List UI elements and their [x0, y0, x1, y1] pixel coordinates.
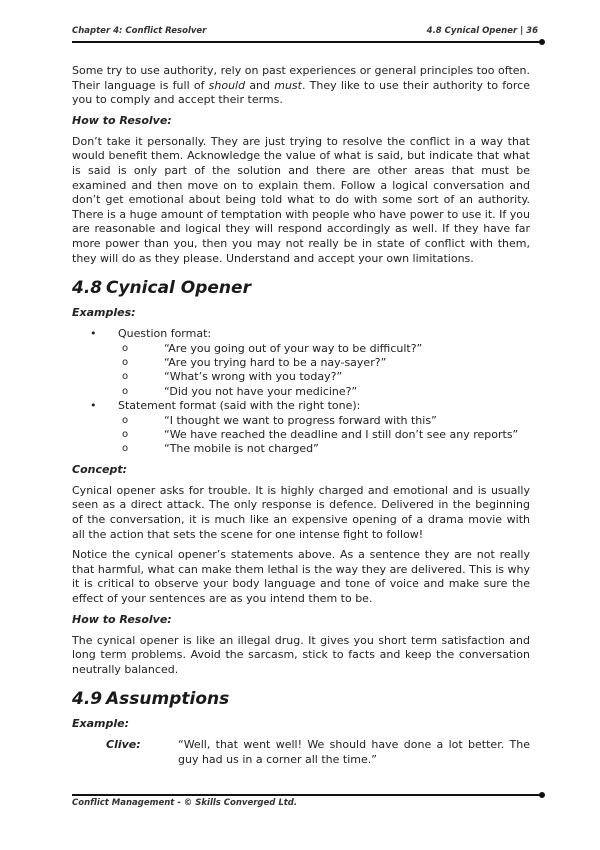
how-to-resolve-heading: How to Resolve: [72, 113, 172, 127]
header-rule [72, 41, 542, 43]
list-item: o “The mobile is not charged” [118, 442, 530, 456]
resolve-paragraph: Don’t take it personally. They are just trying to resolve the conflict in a way that would benefit them. Acknowledge the value of what is said, but indicate that what is said is only part of the solution and there are other areas that must be examined and then move on to explain them. Follow a logical conversation and don’t get emotional about being told what to do with some sort of an authority. There is a huge amount of temptation with people who have power to use it. If you are reasonable and logical they will respond accordingly as well. If they have far more power than you, then you may not really be in state of conflict with them, they will do as they please. Understand and accept your own limitations. [72, 134, 530, 265]
header-rule-dot [539, 39, 545, 45]
list-item: o “We have reached the deadline and I still don’t see any reports” [118, 428, 530, 442]
resolve-paragraph: The cynical opener is like an illegal drug. It gives you short term satisfaction and long term problems. Avoid the sarcasm, stick to facts and keep the conversation neutrally balanced. [72, 633, 530, 676]
list-item: o “Are you trying hard to be a nay-sayer?” [118, 356, 530, 370]
question-list [118, 342, 530, 400]
section-heading-assumptions: 4.9 Assumptions [72, 689, 230, 710]
intro-paragraph: Some try to use authority, rely on past experiences or general principles too often. Their language is full of should and must. They like to use their authority to force you to comply and accept their terms. [72, 64, 530, 107]
list-item: • Statement format (said with the right tone): o “I thought we want to progress forward with this” o “We have reached the deadline and I still don’t see any reports” o “The mobile is not charged” [72, 399, 530, 457]
section-heading-cynical-opener: 4.8 Cynical Opener [72, 278, 251, 299]
list-item: o “Did you not have your medicine?” [118, 385, 530, 399]
how-to-resolve-heading: How to Resolve: [72, 612, 172, 626]
header-chapter: Chapter 4: Conflict Resolver [72, 26, 207, 36]
list-item: o “What’s wrong with you today?” [118, 370, 530, 384]
list-item: o “I thought we want to progress forward with this” [118, 414, 530, 428]
statement-list [118, 414, 530, 457]
page-footer: Conflict Management - © Skills Converged Ltd. [72, 798, 298, 808]
footer-rule [72, 794, 542, 796]
example-heading: Example: [72, 717, 129, 731]
dialogue-quote: “Well, that went well! We should have done a lot better. The guy had us in a corner all the time.” [178, 738, 530, 766]
examples-list [72, 327, 530, 457]
concept-paragraph-1: Cynical opener asks for trouble. It is highly charged and emotional and is usually seen as a direct attack. The only response is defence. Delivered in the beginning of the conversation, it is much like an expensive opening of a drama movie with all the action that sets the scene for one intense fight to follow! [72, 483, 530, 541]
page-content [72, 64, 530, 768]
examples-heading: Examples: [72, 306, 136, 320]
dialogue-row [72, 738, 530, 767]
list-item: • Question format: o “Are you going out of your way to be difficult?” o “Are you trying hard to be a nay-sayer?” o “What’s wrong with you today?” o “Did you not have your medicine?” [72, 327, 530, 399]
list-item: o “Are you going out of your way to be difficult?” [118, 342, 530, 356]
header-section: 4.8 Cynical Opener | 36 [426, 26, 538, 36]
footer-rule-dot [539, 792, 545, 798]
concept-paragraph-2: Notice the cynical opener’s statements above. As a sentence they are not really that harmful, what can make them lethal is the way they are delivered. This is why it is critical to observe your body language and tone of voice and make sure the effect of your sentences are as you intend them to be. [72, 548, 530, 605]
concept-heading: Concept: [72, 462, 127, 476]
page-header [72, 26, 542, 40]
speaker-name: Clive: [106, 738, 141, 752]
